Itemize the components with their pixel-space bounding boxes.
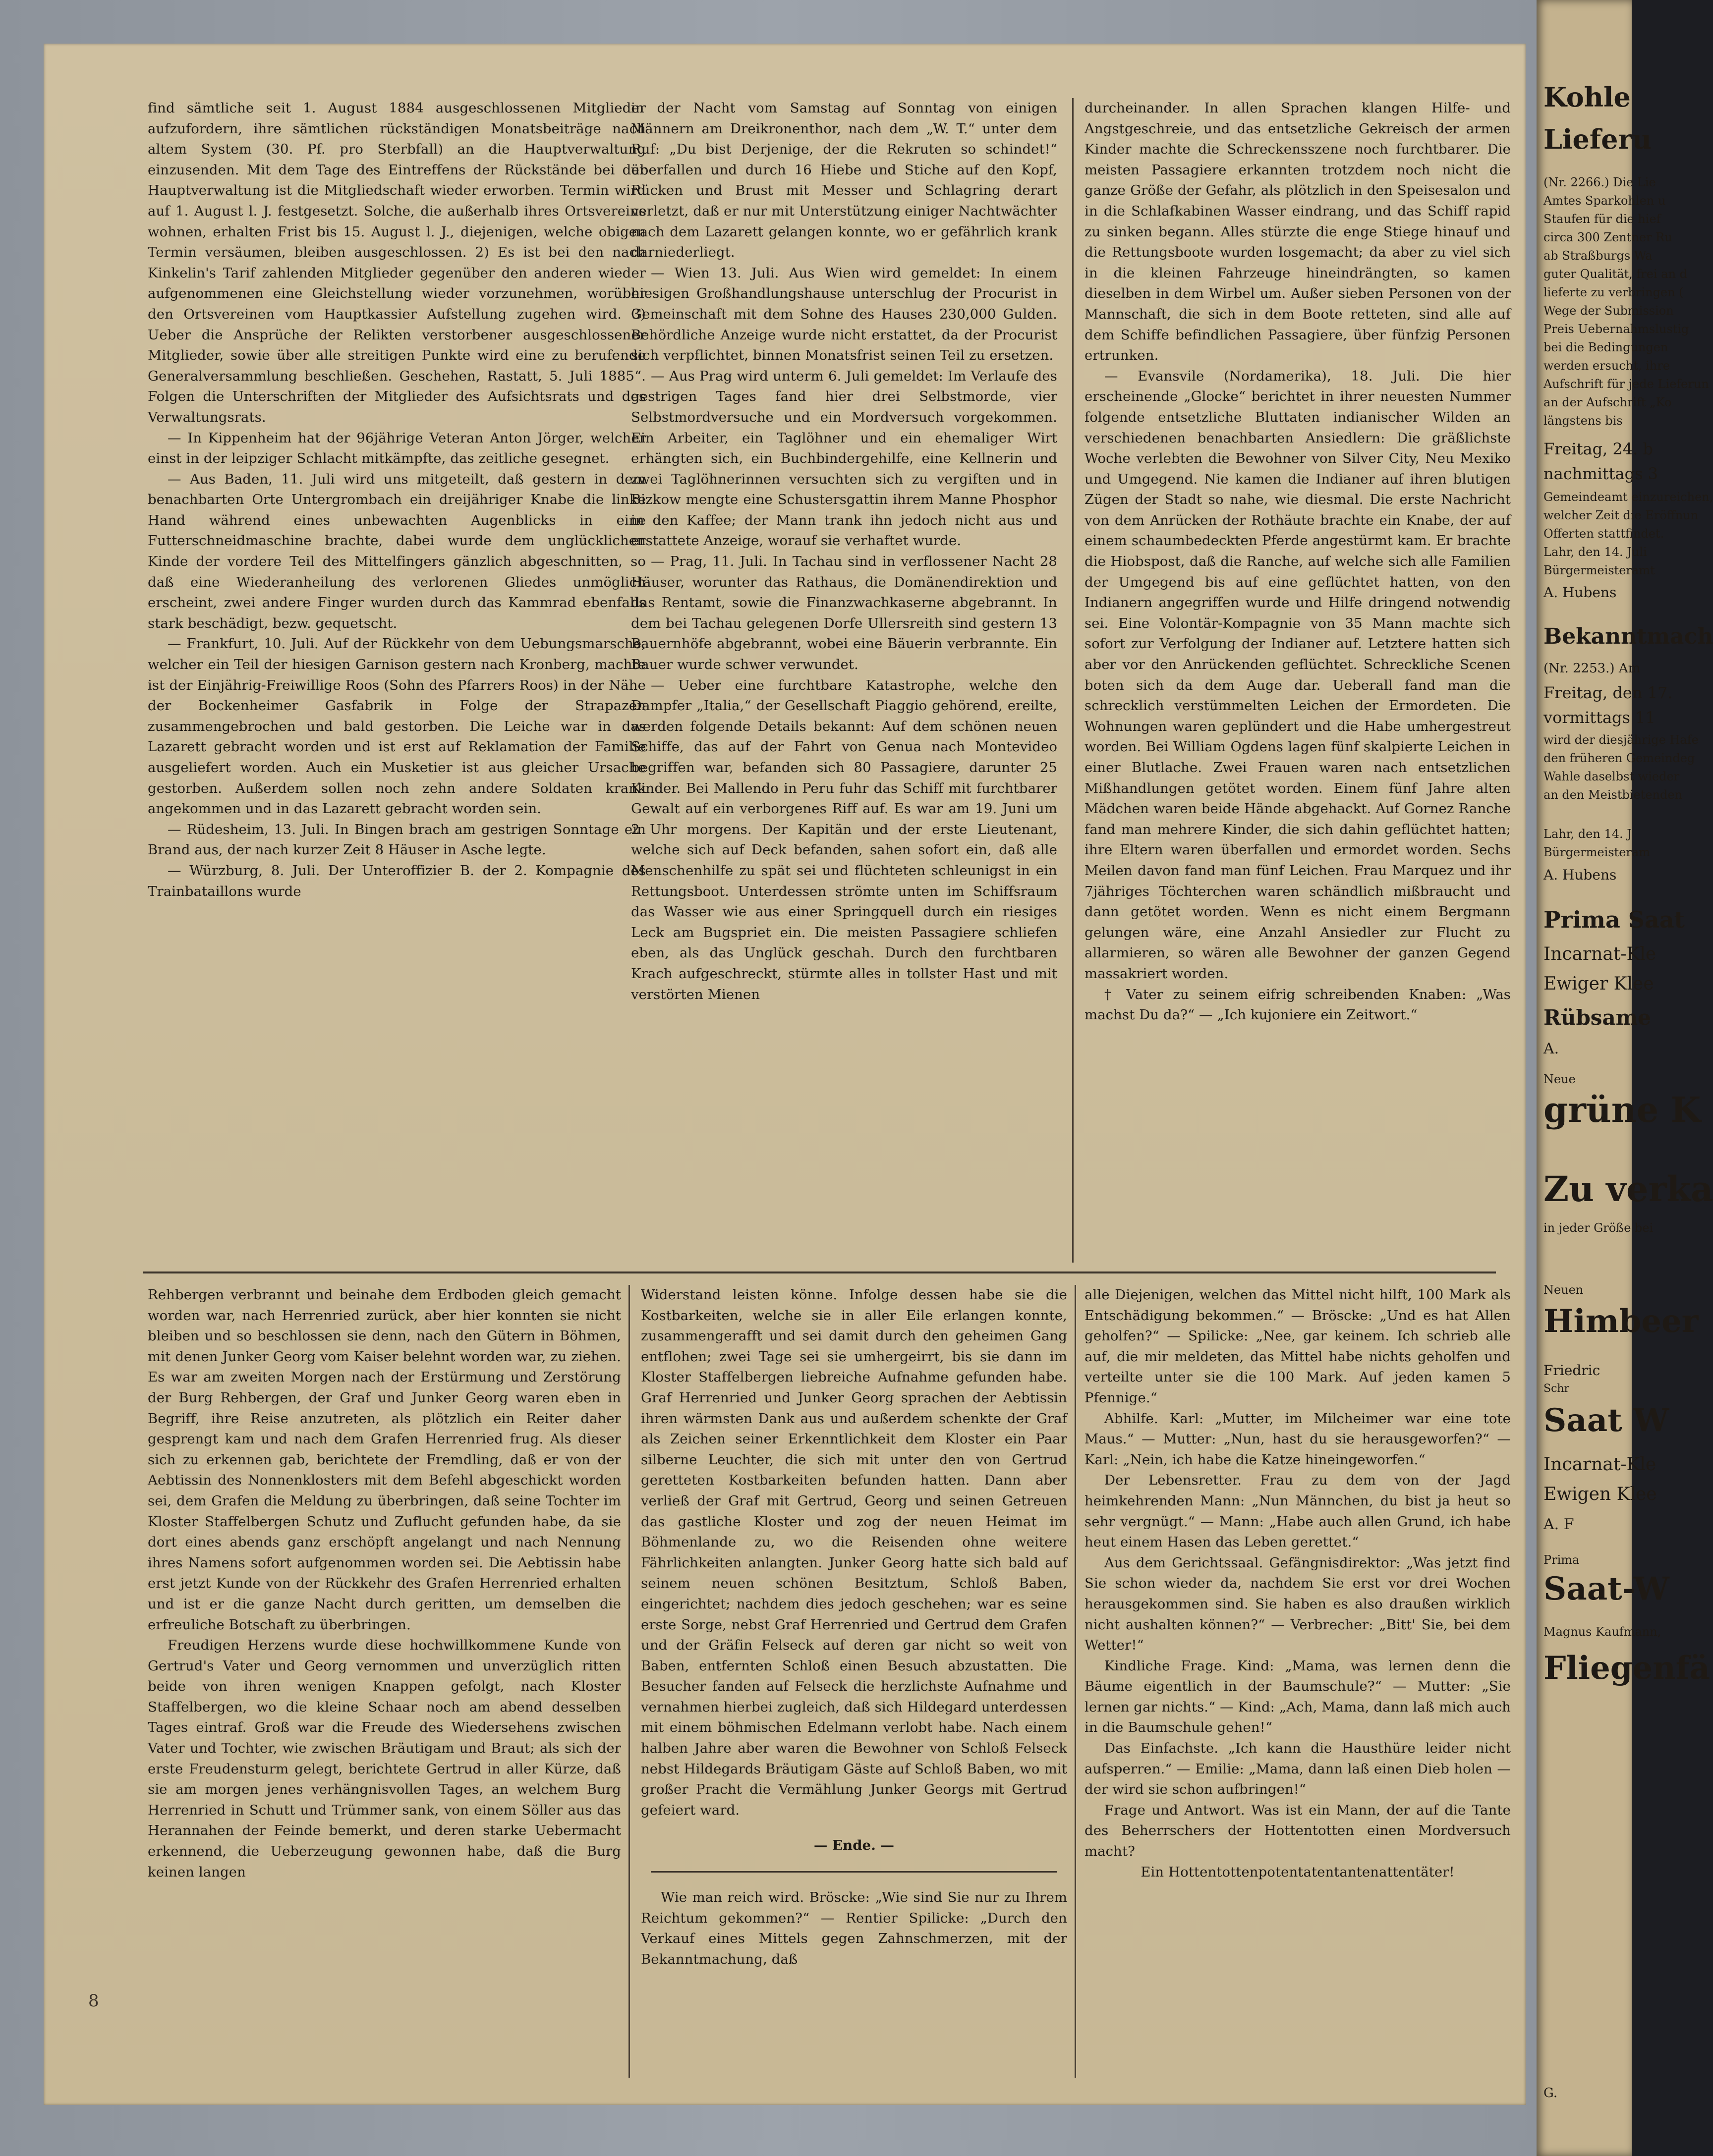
advertisement-line: Magnus Kaufmann, — [1543, 1625, 1661, 1639]
top-column-3 — [1085, 98, 1511, 1263]
top-column-2 — [631, 98, 1057, 1263]
advertisement-line: Saat W — [1543, 1402, 1669, 1439]
article-paragraph: find sämtliche seit 1. August 1884 ausgeschlossenen Mitglieder aufzufordern, ihre sämtlichen rückständigen Monatsbeiträge nach altem System (30. Pf. pro Sterbfall) an die Hauptverwaltung einzusenden. Mit dem Tage des Eintreffens der Rückstände bei der Hauptverwaltung ist die Mitgliedschaft wieder erworben. Termin wird auf 1. August l. J. festgesetzt. Solche, die außerhalb ihres Ortsvereins wohnen, erhalten Frist bis 15. August l. J., diejenigen, welche obigen Termin versäumen, bleiben ausgeschlossen. 2) Es ist bei den nach Kinkelin's Tarif zahlenden Mitglieder gegenüber den anderen wieder aufgenommenen eine Gleichstellung wieder vorzunehmen, worüber den Ortsvereinen vom Hauptkassier Aufstellung zugehen wird. 3) Ueber die Ansprüche der Relikten verstorbener ausgeschlossener Mitglieder, sowie über alle streitigen Punkte wird eine zu berufende Generalversammlung beschließen. Geschehen, Rastatt, 5. Juli 1885“. Folgen die Unterschriften der Mitglieder des Aufsichtsrats und des Verwaltungsrats. — [148, 100, 646, 425]
advertisement-line: vormittags 11 — [1543, 708, 1656, 727]
advertisement-line: Ewiger Klee — [1543, 974, 1654, 994]
advertisement-line: Offerten stattfindet. — [1543, 527, 1664, 541]
advertisement-line: nachmittags 3 — [1543, 464, 1658, 483]
advertisement-line: (Nr. 2266.) Die Lie — [1543, 175, 1656, 189]
article-paragraph: Freudigen Herzens wurde diese hochwillkommene Kunde von Gertrud's Vater und Georg vernommen und unverzüglich ritten beide von ihren wenigen Knappen gefolgt, nach Kloster Staffelbergen, wo die kleine Schaar noch am abend desselben Tages eintraf. Groß war die Freude des Wiedersehens zwischen Vater und Tochter, wie zwischen Bräutigam und Braut; als sich der erste Freudensturm gelegt, berichtete Gertrud in aller Kürze, daß sie am morgen jenes verhängnisvollen Tages, an welchem Burg Herrenried in Schutt und Trümmer sank, von einem Söller aus das Herannahen der Feinde bemerkt, und deren starke Uebermacht erkennend, die Ueberzeugung gewonnen habe, daß die Burg keinen langen — [148, 1637, 621, 1880]
end-mark: — Ende. — — [813, 1837, 895, 1854]
advertisement-line: Incarnat-Kle — [1543, 944, 1656, 964]
article-paragraph: — Aus Baden, 11. Juli wird uns mitgeteilt, daß gestern in dem benachbarten Orte Untergrombach ein dreijähriger Knabe die linke Hand während eines unbewachten Augenblicks in eine Futterschneidmaschine brachte, dabei wurde dem unglücklichen Kinde der vordere Teil des Mittelfingers gänzlich abgeschnitten, so daß eine Wiederanheilung des verlorenen Gliedes unmöglich erscheint, zwei andere Finger wurden durch das Kammrad ebenfalls stark beschädigt, bezw. gequetscht. — [148, 471, 646, 631]
advertisement-line: Neuen — [1543, 1283, 1584, 1297]
adjacent-page-advertisements — [1537, 0, 1713, 2156]
advertisement-line: lieferte zu verbringen ( — [1543, 285, 1684, 299]
advertisement-line: welcher Zeit die Eröffnun — [1543, 508, 1699, 522]
article-paragraph: Abhilfe. Karl: „Mutter, im Milcheimer war eine tote Maus.“ — Mutter: „Nun, hast du sie herausgeworfen?“ — Karl: „Nein, ich habe die Katze hineingeworfen.“ — [1085, 1410, 1511, 1468]
article-paragraph: Kindliche Frage. Kind: „Mama, was lernen denn die Bäume eigentlich in der Baumschule?“ — Mutter: „Sie lernen gar nichts.“ — Kind: „Ach, Mama, dann laß mich auch in die Baumschule gehen!“ — [1085, 1658, 1511, 1736]
advertisement-line: Aufschrift für jede Lieferun — [1543, 377, 1709, 391]
advertisement-line: in jeder Größe bei — [1543, 1221, 1654, 1235]
column-divider — [628, 1285, 630, 2078]
advertisement-line: Fliegenfä — [1543, 1650, 1710, 1687]
advertisement-line: an der Aufschrift „Ko — [1543, 395, 1672, 409]
advertisement-line: werden ersucht, ihre — [1543, 359, 1670, 373]
article-paragraph: — Frankfurt, 10. Juli. Auf der Rückkehr von dem Uebungsmarsche, welcher ein Teil der hiesigen Garnison gestern nach Kronberg, machte ist der Einjährig-Freiwillige Roos (Sohn des Pfarrers Roos) in der Nähe der Bockenheimer Gasfabrik in Folge der Strapazen zusammengebrochen und bald gestorben. Die Leiche war in das Lazarett gebracht worden und ist erst auf Reklamation der Familie ausgeliefert worden. Auch ein Musketier ist aus gleicher Ursache gestorben. Außerdem sollen noch zehn andere Soldaten krank angekommen und in das Lazarett gebracht worden sein. — [148, 636, 646, 817]
advertisement-line: (Nr. 2253.) Am — [1543, 661, 1641, 676]
advertisement-line: Bürgermeisteramt — [1543, 563, 1655, 577]
advertisement-line: Staufen für die hief — [1543, 212, 1661, 226]
newspaper-page — [44, 44, 1526, 2105]
article-paragraph: Ein Hottentottenpotentatentantenattentäter! — [1141, 1864, 1455, 1880]
advertisement-line: Preis Uebernahmslustig — [1543, 322, 1689, 336]
article-paragraph: — Aus Prag wird unterm 6. Juli gemeldet: Im Verlaufe des gestrigen Tages fand hier drei Selbstmorde, vier Selbstmordversuche und ein Mordversuch vorgekommen. Ein Arbeiter, ein Taglöhner und ein ehemaliger Wirt erhängten sich, ein Buchbindergehilfe, eine Kellnerin und zwei Taglöhnerinnen versuchten sich zu vergiften und in Bizkow mengte eine Schustersgattin ihrem Manne Phosphor in den Kaffee; der Mann trank ihn jedoch nicht aus und erstattete Anzeige, worauf sie verhaftet wurde. — [631, 368, 1057, 549]
advertisement-line: Lahr, den 14. Juli — [1543, 545, 1647, 559]
advertisement-line: an den Meistbietenden — [1543, 788, 1683, 802]
advertisement-line: Lahr, den 14. J — [1543, 827, 1632, 841]
advertisement-line: Bürgermeisteram — [1543, 845, 1650, 859]
advertisement-line: A. — [1543, 1040, 1559, 1057]
advertisement-line: bei die Bedingungen — [1543, 340, 1668, 354]
bottom-column-1 — [148, 1285, 621, 2078]
article-paragraph: alle Diejenigen, welchen das Mittel nicht hilft, 100 Mark als Entschädigung bekommen.“ — Bröscke: „Und es hat Allen geholfen?“ — Spilicke: „Nee, gar keinem. Ich schrieb alle auf, die mir meldeten, das Mittel habe nichts geholfen und verteilte unter sie die 100 Mark. Auf jeden kamen 5 Pfennige.“ — [1085, 1287, 1511, 1406]
advertisement-line: Wahle daselbst wieder — [1543, 770, 1680, 783]
advertisement-line: circa 300 Zentner Ru — [1543, 230, 1672, 244]
advertisement-line: längstens bis — [1543, 414, 1623, 428]
article-paragraph: — Würzburg, 8. Juli. Der Unteroffizier B. der 2. Kompagnie des Trainbataillons wurde — [148, 862, 646, 899]
article-paragraph: Widerstand leisten könne. Infolge dessen habe sie die Kostbarkeiten, welche sie in aller Eile erlangen konnte, zusammengerafft und sei damit durch den geheimen Gang entflohen; zwei Tage sei sie umhergeirrt, bis sie dann im Kloster Staffelbergen liebreiche Aufnahme gefunden habe. Graf Herrenried und Junker Georg sprachen der Aebtissin ihren wärmsten Dank aus und außerdem schenkte der Graf als Zeichen seiner Erkenntlichkeit dem Kloster ein Paar silberne Leuchter, die sich mit unter den von Gertrud geretteten Kostbarkeiten befunden hatten. Dann aber verließ der Graf mit Gertrud, Georg und seinen Getreuen das gastliche Kloster und zog der neuen Heimat im Böhmenlande zu, wo die Reisenden ohne weitere Fährlichkeiten anlangten. Junker Georg hatte sich bald auf seinem neuen schönen Besitztum, Schloß Baben, eingerichtet; nachdem dies jedoch geschehen; war es seine erste Sorge, nebst Graf Herrenried und Gertrud dem Grafen und der Gräfin Felseck auf deren gar nicht so weit von Baben, entfernten Schloß einen Besuch abzustatten. Die Besucher fanden auf Felseck die herzlichste Aufnahme und vernahmen hierbei zugleich, daß sich Hildegard unterdessen mit einem böhmischen Edelmann verlobt habe. Nach einem halben Jahre aber waren die Bewohner von Schloß Felseck nebst Hildegards Bräutigam Gäste auf Schloß Baben, wo mit großer Pracht die Vermählung Junker Georgs mit Gertrud gefeiert ward. — [641, 1287, 1067, 1818]
section-divider — [143, 1271, 1496, 1273]
advertisement-line: den früheren Gemeindeg — [1543, 751, 1695, 765]
column-divider — [1072, 98, 1074, 1263]
bottom-column-3 — [1085, 1285, 1511, 2078]
article-paragraph: Rehbergen verbrannt und beinahe dem Erdboden gleich gemacht worden war, nach Herrenried zurück, aber hier konnten sie nicht bleiben und so beschlossen sie denn, nach den Gütern in Böhmen, mit denen Junker Georg vom Kaiser belehnt worden war, zu ziehen. Es war am zweiten Morgen nach der Erstürmung und Zerstörung der Burg Rehbergen, der Graf und Junker Georg waren eben in Begriff, ihre Reise anzutreten, als plötzlich ein Reiter daher gesprengt kam und nach dem Grafen Herrenried frug. Als dieser sich zu erkennen gab, berichtete der Fremdling, daß er von der Aebtissin des Nonnenklosters mit dem Befehl abgeschickt worden sei, dem Grafen die Meldung zu überbringen, daß seine Tochter im Kloster Staffelbergen Schutz und Zuflucht gefunden habe, da sie dort eines abends ganz erschöpft angelangt und nach Nennung ihres Namens sofort aufgenommen worden sei. Die Aebtissin habe erst jetzt Kunde von der Rückkehr des Grafen Herrenried erhalten und ist er die ganze Nacht durch geritten, um demselben die erfreuliche Botschaft zu überbringen. — [148, 1287, 621, 1633]
page-number: 8 — [88, 1991, 99, 2011]
advertisement-line: Friedric — [1543, 1362, 1600, 1379]
advertisement-line: A. F — [1543, 1516, 1574, 1533]
anecdote-paragraph: Wie man reich wird. Bröscke: „Wie sind Sie nur zu Ihrem Reichtum gekommen?“ — Rentier Spilicke: „Durch den Verkauf eines Mittels gegen Zahnschmerzen, mit der Bekanntmachung, daß — [641, 1889, 1067, 1967]
article-paragraph: durcheinander. In allen Sprachen klangen Hilfe- und Angstgeschreie, und das entsetzliche Gekreisch der armen Kinder machte die Schreckensszene noch furchtbarer. Die meisten Passagiere erkannten trotzdem noch nicht die ganze Größe der Gefahr, als plötzlich in den Speisesalon und in die Schlafkabinen Wasser eindrang, und das Schiff rapid zu sinken begann. Alles stürzte die enge Stiege hinauf und die Rettungsboote wurden losgemacht; da aber zu viel sich in die kleinen Fahrzeuge hineindrängten, so kamen dieselben in dem Wirbel um. Außer sieben Personen von der Mannschaft, die sich in dem Boote retteten, sind alle auf dem Schiffe befindlichen Passagiere, über fünfzig Personen ertrunken. — [1085, 100, 1511, 364]
advertisement-line: Ewigen Klee — [1543, 1484, 1657, 1504]
column-divider — [1075, 1285, 1076, 2078]
advertisement-line: Zu verka — [1543, 1168, 1713, 1210]
advertisement-line: Saat-W — [1543, 1570, 1669, 1607]
article-paragraph: — Evansvile (Nordamerika), 18. Juli. Die hier erscheinende „Glocke“ berichtet in ihrer neuesten Nummer folgende entsetzliche Bluttaten indianischer Wilden an verschiedenen benachbarten Ansiedlern: Die gräßlichste Woche verlebten die Bewohner von Silver City, Neu Mexiko und Umgegend. Nie kamen die Indianer auf ihren blutigen Zügen der Stadt so nahe, wie diesmal. Die erste Nachricht von dem Anrücken der Rothäute brachte ein Knabe, der auf einem schaumbedeckten Pferde angestürmt kam. Er brachte die Hiobspost, daß die Ranche, auf welche sich alle Familien der Umgegend bis auf eine geflüchtet hatten, von den Indianern angegriffen wurde und Hilfe dringend notwendig sei. Eine Volontär-Kompagnie von 35 Mann machte sich sofort zur Verfolgung der Indianer auf. Letztere hatten sich aber vor den Anrückenden geflüchtet. Schreckliche Scenen boten sich da dem Auge dar. Ueberall fand man die schrecklich verstümmelten Leichen der Ermordeten. Die Wohnungen waren geplündert und die Habe umhergestreut worden. Bei William Ogdens lagen fünf skalpierte Leichen in einer Blutlache. Zwei Frauen waren nach entsetzlichen Mißhandlungen getötet worden. Einem fünf Jahre alten Mädchen waren beide Hände abgehackt. Auf Gornez Ranche fand man mehrere Kinder, die sich dahin geflüchtet hatten; ihre Eltern waren überfallen und ermordet worden. Sechs Meilen davon fand man fünf Leichen. Frau Marquez und ihr 7jähriges Töchterchen waren schändlich mißbraucht und dann getötet worden. Wenn es nicht einem Bergmann gelungen wäre, eine Anzahl Ansiedler zur Flucht zu allarmieren, so wären alle Bewohner der ganzen Gegend massakriert worden. — [1085, 368, 1511, 982]
separator-line — [651, 1871, 1057, 1873]
bottom-column-2 — [641, 1285, 1067, 2078]
article-paragraph: Der Lebensretter. Frau zu dem von der Jagd heimkehrenden Mann: „Nun Männchen, du bist ja heut so sehr vergnügt.“ — Mann: „Habe auch allen Grund, ich habe heut einem Hasen das Leben gerettet.“ — [1085, 1472, 1511, 1550]
article-paragraph: — Ueber eine furchtbare Katastrophe, welche den Dampfer „Italia,“ der Gesellschaft Piaggio gehörend, ereilte, werden folgende Details bekannt: Auf dem schönen neuen Schiffe, das auf der Fahrt von Genua nach Montevideo begriffen war, befanden sich 80 Passagiere, darunter 25 Kinder. Bei Mallendo in Peru fuhr das Schiff mit furchtbarer Gewalt auf ein verborgenes Riff auf. Es war am 19. Juni um 2 Uhr morgens. Der Kapitän und der erste Lieutenant, welche sich auf Deck befanden, sahen sofort ein, daß alle Menschenhilfe zu spät sei und flüchteten schleunigst in ein Rettungsboot. Unterdessen strömte unten im Schiffsraum das Wasser wie aus einer Springquell durch ein riesiges Leck am Bugspriet ein. Die meisten Passagiere schliefen eben, als das Unglück geschah. Durch den furchtbaren Krach aufgeschreckt, stürmte alles in tollster Hast und mit verstörten Mienen — [631, 677, 1057, 1002]
advertisement-line: Lieferu — [1543, 123, 1652, 155]
article-paragraph: in der Nacht vom Samstag auf Sonntag von einigen Männern am Dreikronenthor, nach dem „W. T.“ unter dem Ruf: „Du bist Derjenige, der die Rekruten so schindet!“ überfallen und durch 16 Hiebe und Stiche auf den Kopf, Rücken und Brust mit Messer und Schlagring derart verletzt, daß er nur mit Unterstützung einiger Nachtwächter nach dem Lazarett gelangen konnte, wo er gefährlich krank darniederliegt. — [631, 100, 1057, 261]
advertisement-line: Schr — [1543, 1382, 1570, 1395]
advertisement-line: Bekanntmach — [1543, 624, 1713, 649]
advertisement-line: A. Hubens — [1543, 867, 1617, 883]
advertisement-line: Freitag, den 17. — [1543, 683, 1673, 702]
advertisement-line: ab Straßburgs Wa — [1543, 249, 1653, 263]
advertisement-line: Amtes Sparkohlen u — [1543, 194, 1666, 208]
advertisement-line: Neue — [1543, 1072, 1576, 1086]
advertisement-line: G. — [1543, 2086, 1558, 2101]
article-paragraph: Das Einfachste. „Ich kann die Hausthüre leider nicht aufsperren.“ — Emilie: „Mama, dann laß einen Dieb holen — der wird sie schon aufbringen!“ — [1085, 1740, 1511, 1798]
advertisement-line: A. Hubens — [1543, 584, 1617, 601]
advertisement-line: Gemeindeamt einzureichen, — [1543, 490, 1713, 504]
article-paragraph: Frage und Antwort. Was ist ein Mann, der auf die Tante des Beherrschers der Hottentotten einen Mordversuch macht? — [1085, 1802, 1511, 1860]
article-paragraph: — Prag, 11. Juli. In Tachau sind in verflossener Nacht 28 Häuser, worunter das Rathaus, die Domänendirektion und das Rentamt, sowie die Finanzwachkaserne abgebrannt. In dem bei Tachau gelegenen Dorfe Ullersreith sind gestern 13 Bauernhöfe abgebrannt, wobei eine Bäuerin verbrannte. Ein Bauer wurde schwer verwundet. — [631, 553, 1057, 673]
advertisement-line: Rübsame — [1543, 1005, 1651, 1030]
advertisement-line: Kohle — [1543, 81, 1631, 113]
article-paragraph: — In Kippenheim hat der 96jährige Veteran Anton Jörger, welcher einst in der leipziger Schlacht mitkämpfte, das zeitliche gesegnet. — [148, 430, 646, 467]
advertisement-line: Prima Saat — [1543, 906, 1685, 933]
advertisement-line: Wege der Submission — [1543, 304, 1674, 318]
advertisement-line: Freitag, 24. b — [1543, 440, 1653, 458]
advertisement-line: grüne K — [1543, 1089, 1701, 1130]
article-paragraph: † Vater zu seinem eifrig schreibenden Knaben: „Was machst Du da?“ — „Ich kujoniere ein Zeitwort.“ — [1085, 986, 1511, 1023]
advertisement-line: Incarnat-Kle — [1543, 1454, 1656, 1475]
advertisement-line: guter Qualität, frei an d — [1543, 267, 1688, 281]
advertisement-line: wird der diesjährige Hafe — [1543, 733, 1699, 747]
advertisement-line: Prima — [1543, 1553, 1580, 1567]
advertisement-line: Himbeer — [1543, 1303, 1699, 1340]
top-column-1 — [148, 98, 646, 1263]
article-paragraph: — Wien 13. Juli. Aus Wien wird gemeldet: In einem hiesigen Großhandlungshause unterschlug der Procurist in Gemeinschaft mit dem Sohne des Hauses 230,000 Gulden. Behördliche Anzeige wurde nicht erstattet, da der Procurist sich verpflichtet, binnen Monatsfrist seinen Teil zu ersetzen. — [631, 265, 1057, 364]
article-paragraph: Aus dem Gerichtssaal. Gefängnisdirektor: „Was jetzt find Sie schon wieder da, nachdem Sie erst vor drei Wochen herausgekommen sind. Sie haben es also draußen wirklich nicht aushalten können?“ — Verbrecher: „Bitt' Sie, bei dem Wetter!“ — [1085, 1554, 1511, 1654]
article-paragraph: — Rüdesheim, 13. Juli. In Bingen brach am gestrigen Sonntage ein Brand aus, der nach kurzer Zeit 8 Häuser in Asche legte. — [148, 821, 646, 858]
